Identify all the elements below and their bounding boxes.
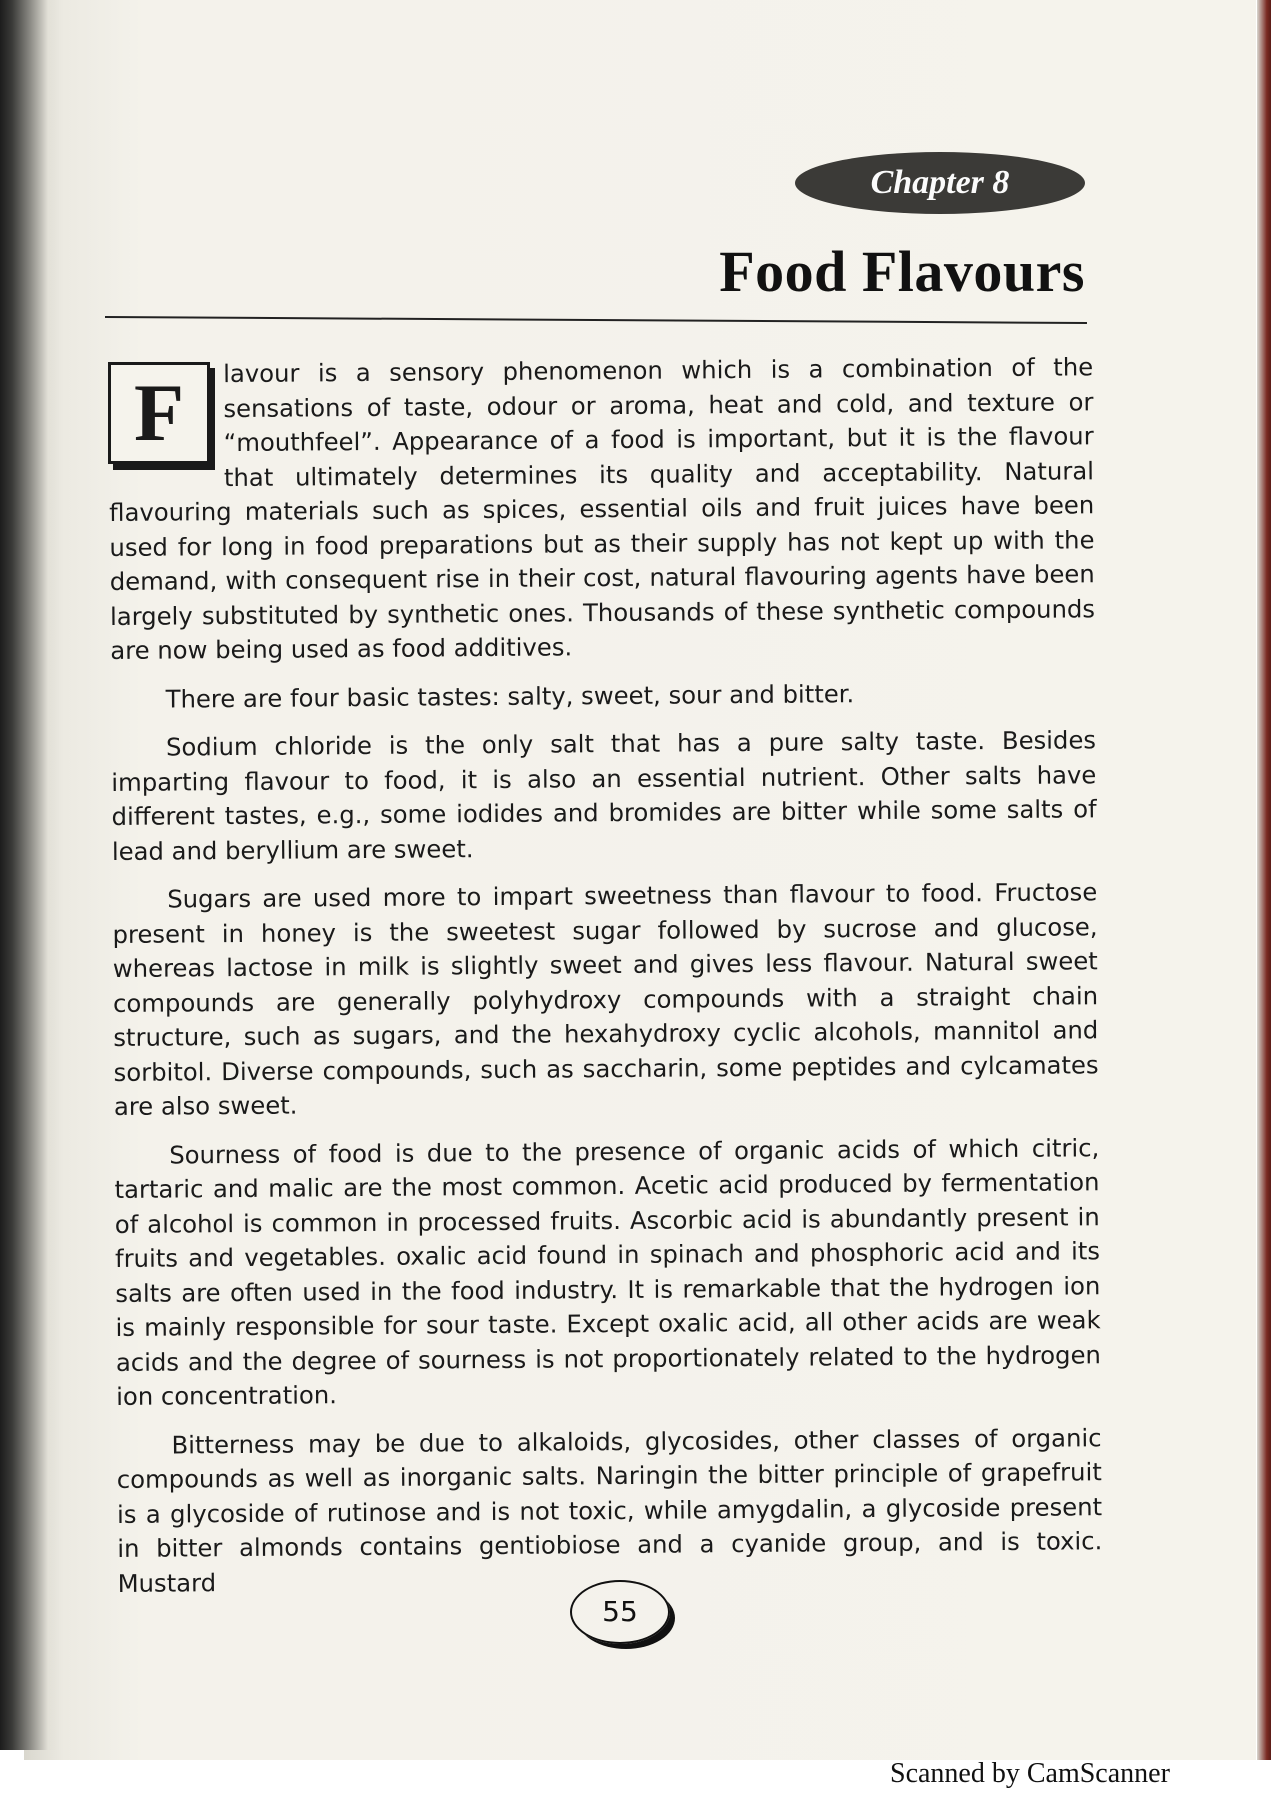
page-number: 55: [570, 1580, 670, 1644]
book-binding-shadow: [0, 0, 60, 1750]
chapter-badge: Chapter 8: [795, 152, 1085, 214]
paragraph-sour: Sourness of food is due to the presence of organic acids of which citric, tartaric and malic are the most common. Acetic acid produced by fermentation of alcohol is common in processed fruits. Ascorbic acid is abundantly present in fruits and vegetables. oxalic acid found in spinach and phosphoric acid and its salts are often used in the food industry. It is remarkable that the hydrogen ion is mainly responsible for sour taste. Except oxalic acid, all other acids are weak acids and the degree of sourness is not proportionately related to the hydrogen ion concentration.: [114, 1132, 1101, 1411]
page-edge: [1257, 0, 1271, 1760]
body-text: [108, 350, 1103, 1615]
paragraph-salty: Sodium chloride is the only salt that has a pure salty taste. Besides imparting flavour to food, it is also an essential nutrient. Other salts have different tastes, e.g., some iodides and bromides are bitter while some salts of lead and beryllium are sweet.: [111, 725, 1097, 866]
drop-cap: F: [108, 362, 210, 464]
paragraph-sweet: Sugars are used more to impart sweetness than flavour to food. Fructose present in honey is the sweetest sugar followed by sucrose and glucose, whereas lactose in milk is slightly sweet and gives less flavour. Natural sweet compounds are generally polyhydroxy compounds with a straight chain structure, such as sugars, and the hexahydroxy cyclic alcohols, mannitol and sorbitol. Diverse compounds, such as saccharin, some peptides and cylcamates are also sweet.: [112, 877, 1099, 1121]
scanner-watermark: Scanned by CamScanner: [890, 1758, 1170, 1789]
paragraph-basic-tastes: There are four basic tastes: salty, sweet, sour and bitter.: [165, 678, 855, 714]
paragraph-bitter: Bitterness may be due to alkaloids, glycosides, other classes of organic compounds as well as inorganic salts. Naringin the bitter principle of grapefruit is a glycoside of rutinose and is not toxic, while amygdalin, a glycoside present in bitter almonds contains gentiobiose and a cyanide group, and is toxic. Mustard: [116, 1422, 1103, 1598]
paragraph-intro: lavour is a sensory phenomenon which is a combination of the sensations of taste, odour or aroma, heat and cold, and texture or “mouthfeel”. Appearance of a food is important, but it is the flavour that ultimately determines its quality and acceptability. Natural flavouring materials such as spices, essential oils and fruit juices have been used for long in food preparations but as their supply has not kept up with the demand, with consequent rise in their cost, natural flavouring agents have been largely substituted by synthetic ones. Thousands of these synthetic compounds are now being used as food additives.: [109, 352, 1096, 665]
page-title: Food Flavours: [719, 239, 1085, 304]
